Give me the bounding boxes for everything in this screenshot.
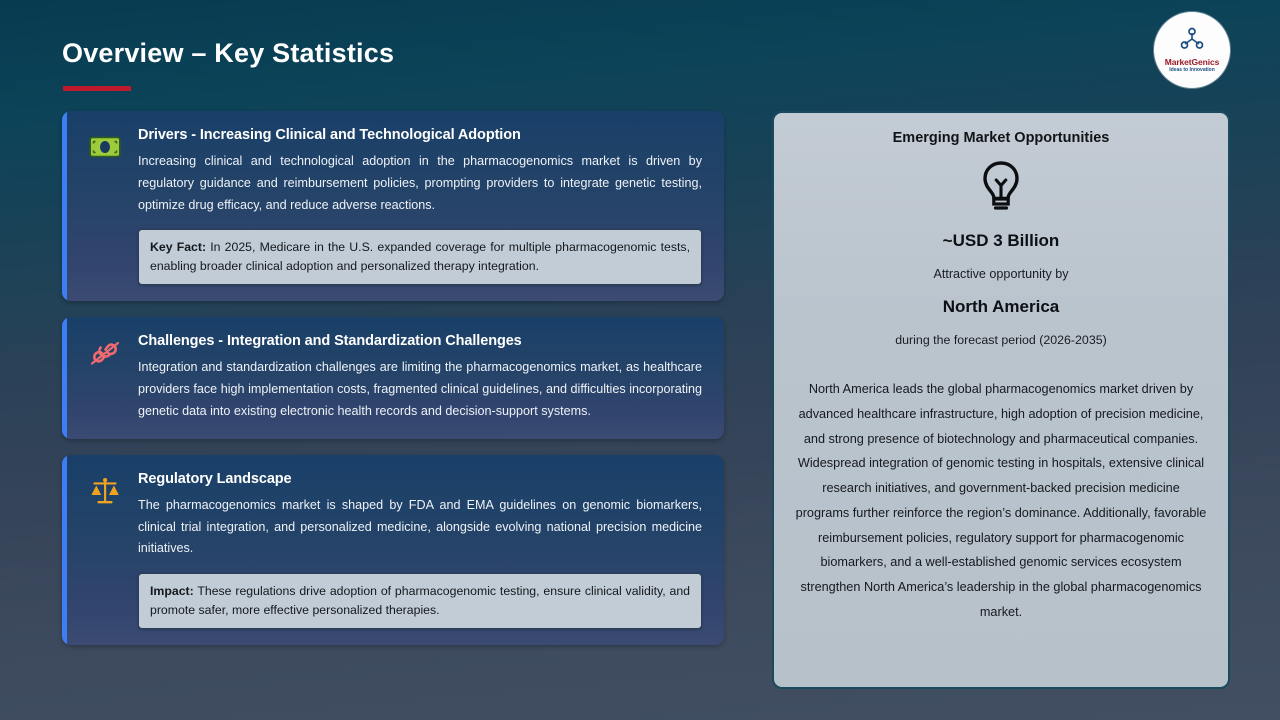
broken-link-icon: [86, 334, 124, 372]
region-description: North America leads the global pharmacogenomics market driven by advanced healthcare infrastructure, high adoption of precision medicine, and strong presence of biotechnology and pharmaceutical companies. Widespread integration of genomic testing in hospitals, extensive clinical research initiatives, and government-backed precision medicine programs further reinforce the region’s dominance. Additionally, favorable reimbursement policies, regulatory support for pharmacogenomic biomarkers, and a well-established genomic services ecosystem strengthen North America’s leadership in the global pharmacogenomics market.: [795, 382, 1207, 619]
brand-logo: [1154, 12, 1230, 88]
card-title: Regulatory Landscape: [138, 470, 292, 487]
page-title: Overview – Key Statistics: [62, 38, 395, 68]
card-title: Drivers - Increasing Clinical and Technological Adoption: [138, 127, 521, 143]
callout-text: In 2025, Medicare in the U.S. expanded coverage for multiple pharmacogenomic tests, enabling broader clinical adoption and personalized therapy integration.: [150, 240, 690, 274]
banknote-icon: [86, 128, 124, 166]
callout-label: Key Fact:: [150, 240, 207, 255]
opportunity-subtitle: Attractive opportunity by: [933, 267, 1069, 281]
title-underline-rule: [63, 86, 131, 91]
forecast-period: during the forecast period (2026-2035): [895, 333, 1107, 347]
statistics-card-list: [62, 111, 724, 645]
emerging-market-opportunities-panel: [772, 111, 1230, 689]
card-body: Integration and standardization challenges are limiting the pharmacogenomics market, as healthcare providers face high implementation costs, fragmented clinical guidelines, and difficulties incorporating genetic data into existing electronic health records and decision-support systems.: [138, 360, 702, 418]
panel-title: Emerging Market Opportunities: [892, 130, 1110, 146]
network-nodes-icon: [1179, 27, 1205, 56]
card-body: The pharmacogenomics market is shaped by FDA and EMA guidelines on genomic biomarkers, clinical trial integration, and personalized medicine, alongside evolving national precision medicine initiatives.: [138, 497, 702, 556]
callout-text: These regulations drive adoption of pharmacogenomic testing, ensure clinical validity, and promote safer, more effective personalized therapies.: [150, 584, 690, 618]
scales-icon: [86, 472, 124, 510]
card-challenges: [62, 317, 724, 438]
card-title: Challenges - Integration and Standardization Challenges: [138, 333, 522, 350]
logo-tagline: Ideas to Innovation: [1169, 67, 1215, 73]
impact-callout: [138, 573, 702, 629]
key-fact-callout: [138, 229, 702, 285]
card-drivers: [62, 111, 724, 301]
card-regulatory-landscape: [62, 455, 724, 645]
card-body: Increasing clinical and technological adoption in the pharmacogenomics market is driven by regulatory guidance and reimbursement policies, prompting providers to integrate genetic testing, optimize drug efficacy, and reduce adverse reactions.: [138, 154, 702, 212]
logo-name: MarketGenics: [1164, 57, 1220, 67]
leading-region: North America: [942, 297, 1060, 316]
callout-label: Impact:: [150, 584, 194, 599]
market-value: ~USD 3 Billion: [942, 231, 1060, 250]
lightbulb-icon: [790, 160, 1212, 221]
